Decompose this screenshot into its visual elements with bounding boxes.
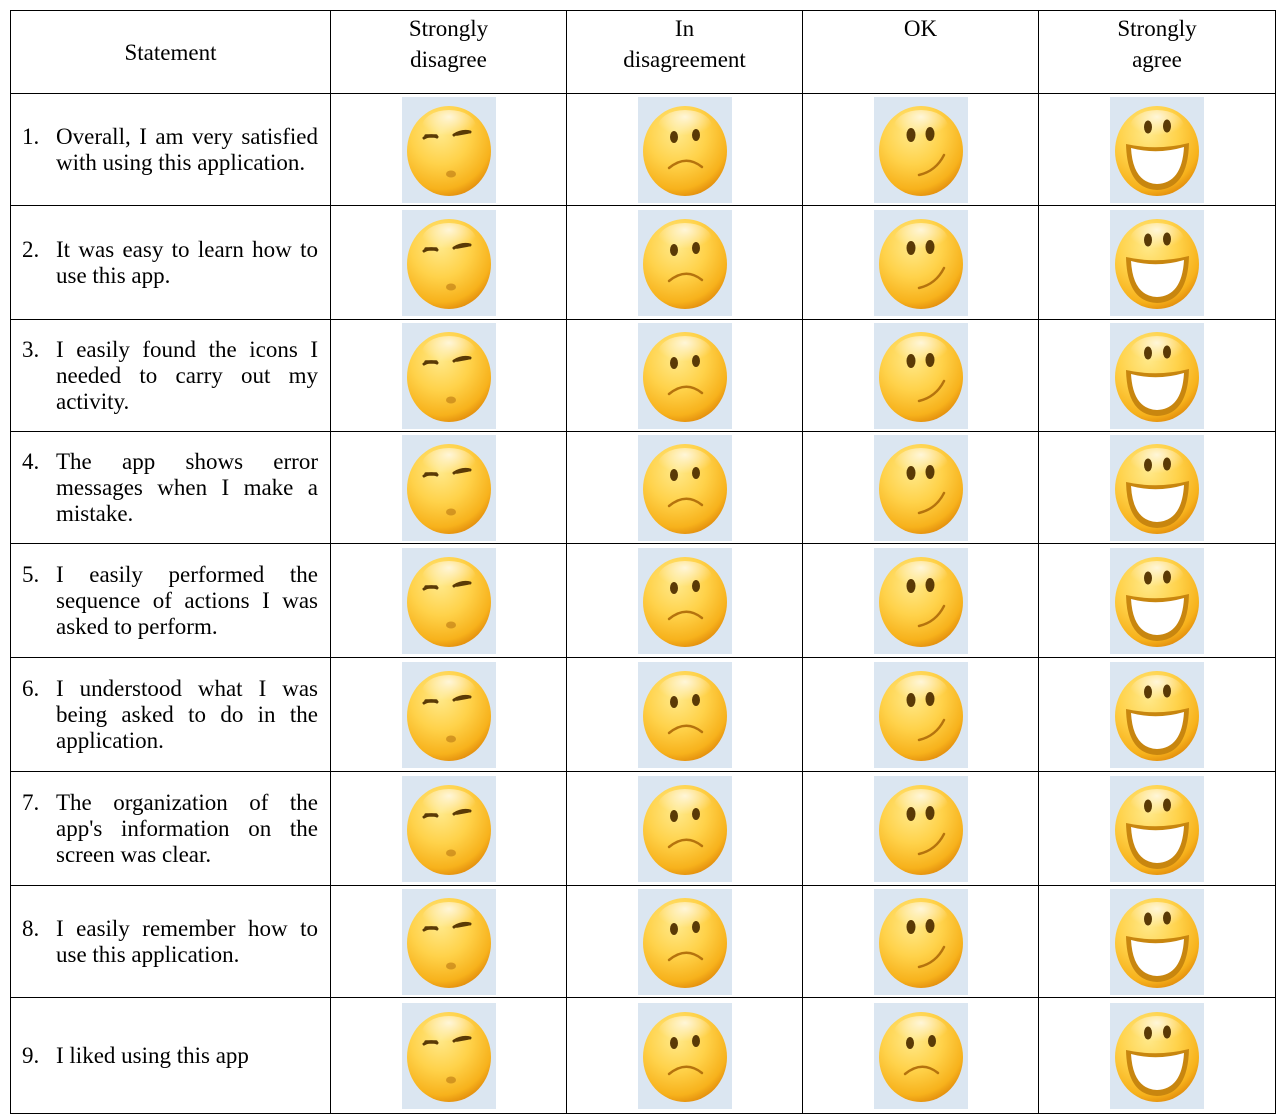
column-header-line: Statement	[124, 39, 217, 65]
smiling-face-icon	[874, 210, 968, 316]
column-header-line: Strongly	[1117, 16, 1197, 41]
column-header-rating	[567, 11, 803, 94]
table-row	[11, 998, 1276, 1114]
statement-cell	[11, 432, 331, 544]
rating-cell[interactable]	[567, 94, 803, 206]
rating-cell[interactable]	[1039, 94, 1276, 206]
rating-cell[interactable]	[331, 886, 567, 998]
statement-number: 2.	[22, 236, 40, 262]
rating-cell[interactable]	[1039, 544, 1276, 658]
very-unhappy-face-icon	[402, 1003, 496, 1109]
very-unhappy-face-icon	[402, 662, 496, 768]
statement-text: Overall, I am very satisfied with using this application.	[56, 123, 318, 175]
statement-cell	[11, 998, 331, 1114]
grinning-face-icon	[1110, 210, 1204, 316]
rating-cell[interactable]	[1039, 320, 1276, 432]
column-header-rating	[331, 11, 567, 94]
statement-number: 4.	[22, 448, 40, 474]
rating-cell[interactable]	[331, 320, 567, 432]
column-header-line: OK	[903, 16, 938, 41]
statement-cell	[11, 886, 331, 998]
sad-face-icon	[638, 435, 732, 541]
rating-cell[interactable]	[331, 94, 567, 206]
smiling-face-icon	[874, 662, 968, 768]
rating-cell[interactable]	[331, 206, 567, 320]
table-row	[11, 94, 1276, 206]
smiling-face-icon	[874, 889, 968, 995]
grinning-face-icon	[1110, 1003, 1204, 1109]
grinning-face-icon	[1110, 889, 1204, 995]
rating-cell[interactable]	[803, 886, 1039, 998]
statement-cell	[11, 772, 331, 886]
statement-text: I liked using this app	[56, 1042, 249, 1068]
rating-cell[interactable]	[803, 94, 1039, 206]
very-unhappy-face-icon	[402, 210, 496, 316]
statement-text: I easily remember how to use this application.	[56, 915, 318, 967]
statement-number: 1.	[22, 123, 40, 149]
statement-cell	[11, 658, 331, 772]
sad-face-icon	[638, 662, 732, 768]
very-unhappy-face-icon	[402, 548, 496, 654]
sad-face-icon	[638, 776, 732, 882]
very-unhappy-face-icon	[402, 889, 496, 995]
rating-cell[interactable]	[567, 544, 803, 658]
rating-cell[interactable]	[567, 658, 803, 772]
grinning-face-icon	[1110, 435, 1204, 541]
table-row	[11, 206, 1276, 320]
grinning-face-icon	[1110, 776, 1204, 882]
rating-cell[interactable]	[331, 544, 567, 658]
sad-face-icon	[638, 548, 732, 654]
grinning-face-icon	[1110, 97, 1204, 203]
sad-face-icon	[638, 889, 732, 995]
rating-cell[interactable]	[803, 772, 1039, 886]
rating-cell[interactable]	[803, 998, 1039, 1114]
statement-number: 7.	[22, 789, 40, 815]
rating-cell[interactable]	[1039, 206, 1276, 320]
smiling-face-icon	[874, 548, 968, 654]
table-row	[11, 320, 1276, 432]
rating-cell[interactable]	[1039, 432, 1276, 544]
statement-number: 5.	[22, 561, 40, 587]
column-header-line: disagreement	[623, 47, 746, 72]
statement-text: I easily performed the sequence of actions I was asked to perform.	[56, 561, 318, 639]
very-unhappy-face-icon	[402, 323, 496, 429]
grinning-face-icon	[1110, 662, 1204, 768]
statement-number: 6.	[22, 675, 40, 701]
rating-cell[interactable]	[803, 544, 1039, 658]
rating-cell[interactable]	[1039, 772, 1276, 886]
table-row	[11, 544, 1276, 658]
very-unhappy-face-icon	[402, 776, 496, 882]
table-row	[11, 432, 1276, 544]
rating-cell[interactable]	[567, 320, 803, 432]
rating-cell[interactable]	[567, 998, 803, 1114]
rating-cell[interactable]	[331, 998, 567, 1114]
rating-cell[interactable]	[803, 432, 1039, 544]
rating-cell[interactable]	[803, 658, 1039, 772]
statement-text: The organization of the app's information on the screen was clear.	[56, 789, 318, 867]
statement-cell	[11, 544, 331, 658]
statement-text: I easily found the icons I needed to carry out my activity.	[56, 336, 318, 414]
sad-face-icon	[638, 323, 732, 429]
column-header-line: disagree	[410, 47, 487, 72]
grinning-face-icon	[1110, 548, 1204, 654]
sad-face-icon	[874, 1003, 968, 1109]
rating-cell[interactable]	[1039, 998, 1276, 1114]
table-row	[11, 658, 1276, 772]
column-header-rating	[803, 11, 1039, 94]
rating-cell[interactable]	[567, 206, 803, 320]
table-row	[11, 886, 1276, 998]
very-unhappy-face-icon	[402, 97, 496, 203]
statement-number: 9.	[22, 1042, 40, 1068]
sad-face-icon	[638, 97, 732, 203]
survey-table	[10, 10, 1276, 1114]
smiling-face-icon	[874, 435, 968, 541]
table-row	[11, 772, 1276, 886]
statement-number: 8.	[22, 915, 40, 941]
rating-cell[interactable]	[803, 320, 1039, 432]
column-header-line: agree	[1132, 47, 1182, 72]
smiling-face-icon	[874, 776, 968, 882]
statement-text: The app shows error messages when I make a mistake.	[56, 448, 318, 526]
rating-cell[interactable]	[1039, 886, 1276, 998]
rating-cell[interactable]	[1039, 658, 1276, 772]
very-unhappy-face-icon	[402, 435, 496, 541]
rating-cell[interactable]	[331, 772, 567, 886]
statement-cell	[11, 206, 331, 320]
header-row	[11, 11, 1276, 94]
statement-text: I understood what I was being asked to do in the application.	[56, 675, 318, 753]
column-header-line: Strongly	[408, 16, 489, 41]
rating-cell[interactable]	[567, 772, 803, 886]
rating-cell[interactable]	[331, 658, 567, 772]
rating-cell[interactable]	[331, 432, 567, 544]
sad-face-icon	[638, 1003, 732, 1109]
rating-cell[interactable]	[803, 206, 1039, 320]
statement-text: It was easy to learn how to use this app.	[56, 236, 318, 288]
sad-face-icon	[638, 210, 732, 316]
column-header-statement	[11, 11, 331, 94]
column-header-rating	[1039, 11, 1276, 94]
statement-cell	[11, 320, 331, 432]
smiling-face-icon	[874, 323, 968, 429]
rating-cell[interactable]	[567, 886, 803, 998]
rating-cell[interactable]	[567, 432, 803, 544]
statement-cell	[11, 94, 331, 206]
smiling-face-icon	[874, 97, 968, 203]
column-header-line: In	[674, 16, 695, 41]
table-body	[11, 94, 1276, 1114]
grinning-face-icon	[1110, 323, 1204, 429]
statement-number: 3.	[22, 336, 40, 362]
